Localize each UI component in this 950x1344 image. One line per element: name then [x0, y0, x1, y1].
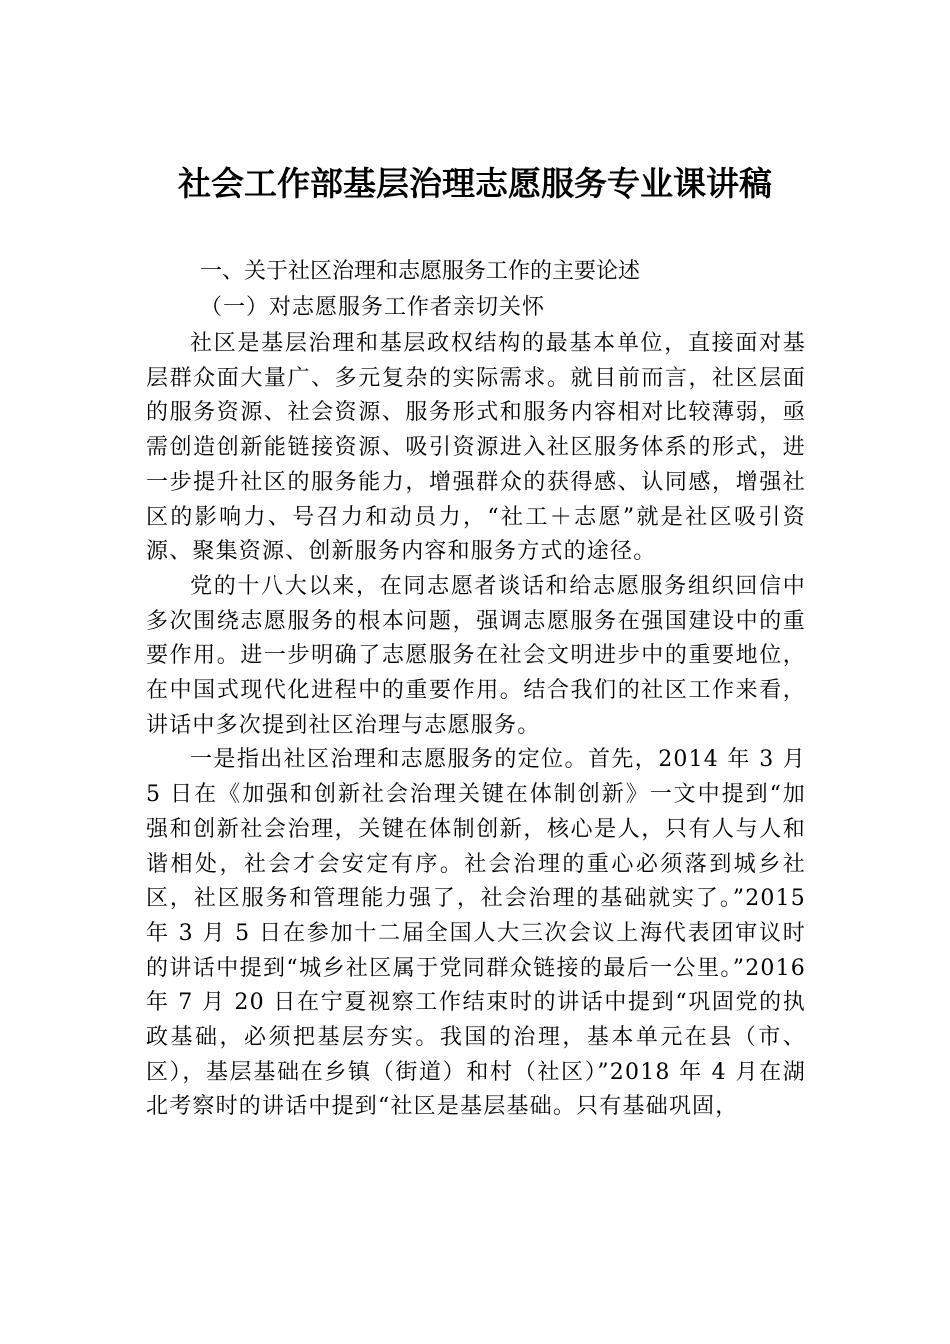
- subsection-heading: （一）对志愿服务工作者亲切关怀: [200, 295, 546, 320]
- paragraph-2: 党的十八大以来，在同志愿者谈话和给志愿服务组织回信中多次围绕志愿服务的根本问题，强调志愿服务在强国建设中的重要作用。进一步明确了志愿服务在社会文明进步中的重要地位，在中国式现代化进程中的重要作用。结合我们的社区工作来看，讲话中多次提到社区治理与志愿服务。: [146, 573, 806, 738]
- paragraph-1: 社区是基层治理和基层政权结构的最基本单位，直接面对基层群众面大量广、多元复杂的实际需求。就目前而言，社区层面的服务资源、社会资源、服务形式和服务内容相对比较薄弱，亟需创造创新能链接资源、吸引资源进入社区服务体系的形式，进一步提升社区的服务能力，增强群众的获得感、认同感，增强社区的影响力、号召力和动员力，“社工＋志愿”就是社区吸引资源、聚集资源、创新服务内容和服务方式的途径。: [146, 331, 806, 565]
- section-heading: 一、关于社区治理和志愿服务工作的主要论述: [200, 259, 641, 284]
- document-title: 社会工作部基层治理志愿服务专业课讲稿: [178, 164, 772, 203]
- document-body: [146, 327, 806, 1125]
- paragraph-3: 一是指出社区治理和志愿服务的定位。首先，2014 年 3 月 5 日在《加强和创新社会治理关键在体制创新》一文中提到“加强和创新社会治理，关键在体制创新，核心是人，只有人与人和谐相处，社会才会安定有序。社会治理的重心必须落到城乡社区，社区服务和管理能力强了，社会治理的基础就实了。”2015 年 3 月 5 日在参加十二届全国人大三次会议上海代表团审议时的讲话中提到“城乡社区属于党同群众链接的最后一公里。”2016 年 7 月 20 日在宁夏视察工作结束时的讲话中提到“巩固党的执政基础，必须把基层夯实。我国的治理，基本单元在县（市、区），基层基础在乡镇（街道）和村（社区）”2018 年 4 月在湖北考察时的讲话中提到“社区是基层基础。只有基础巩固，: [146, 747, 806, 1120]
